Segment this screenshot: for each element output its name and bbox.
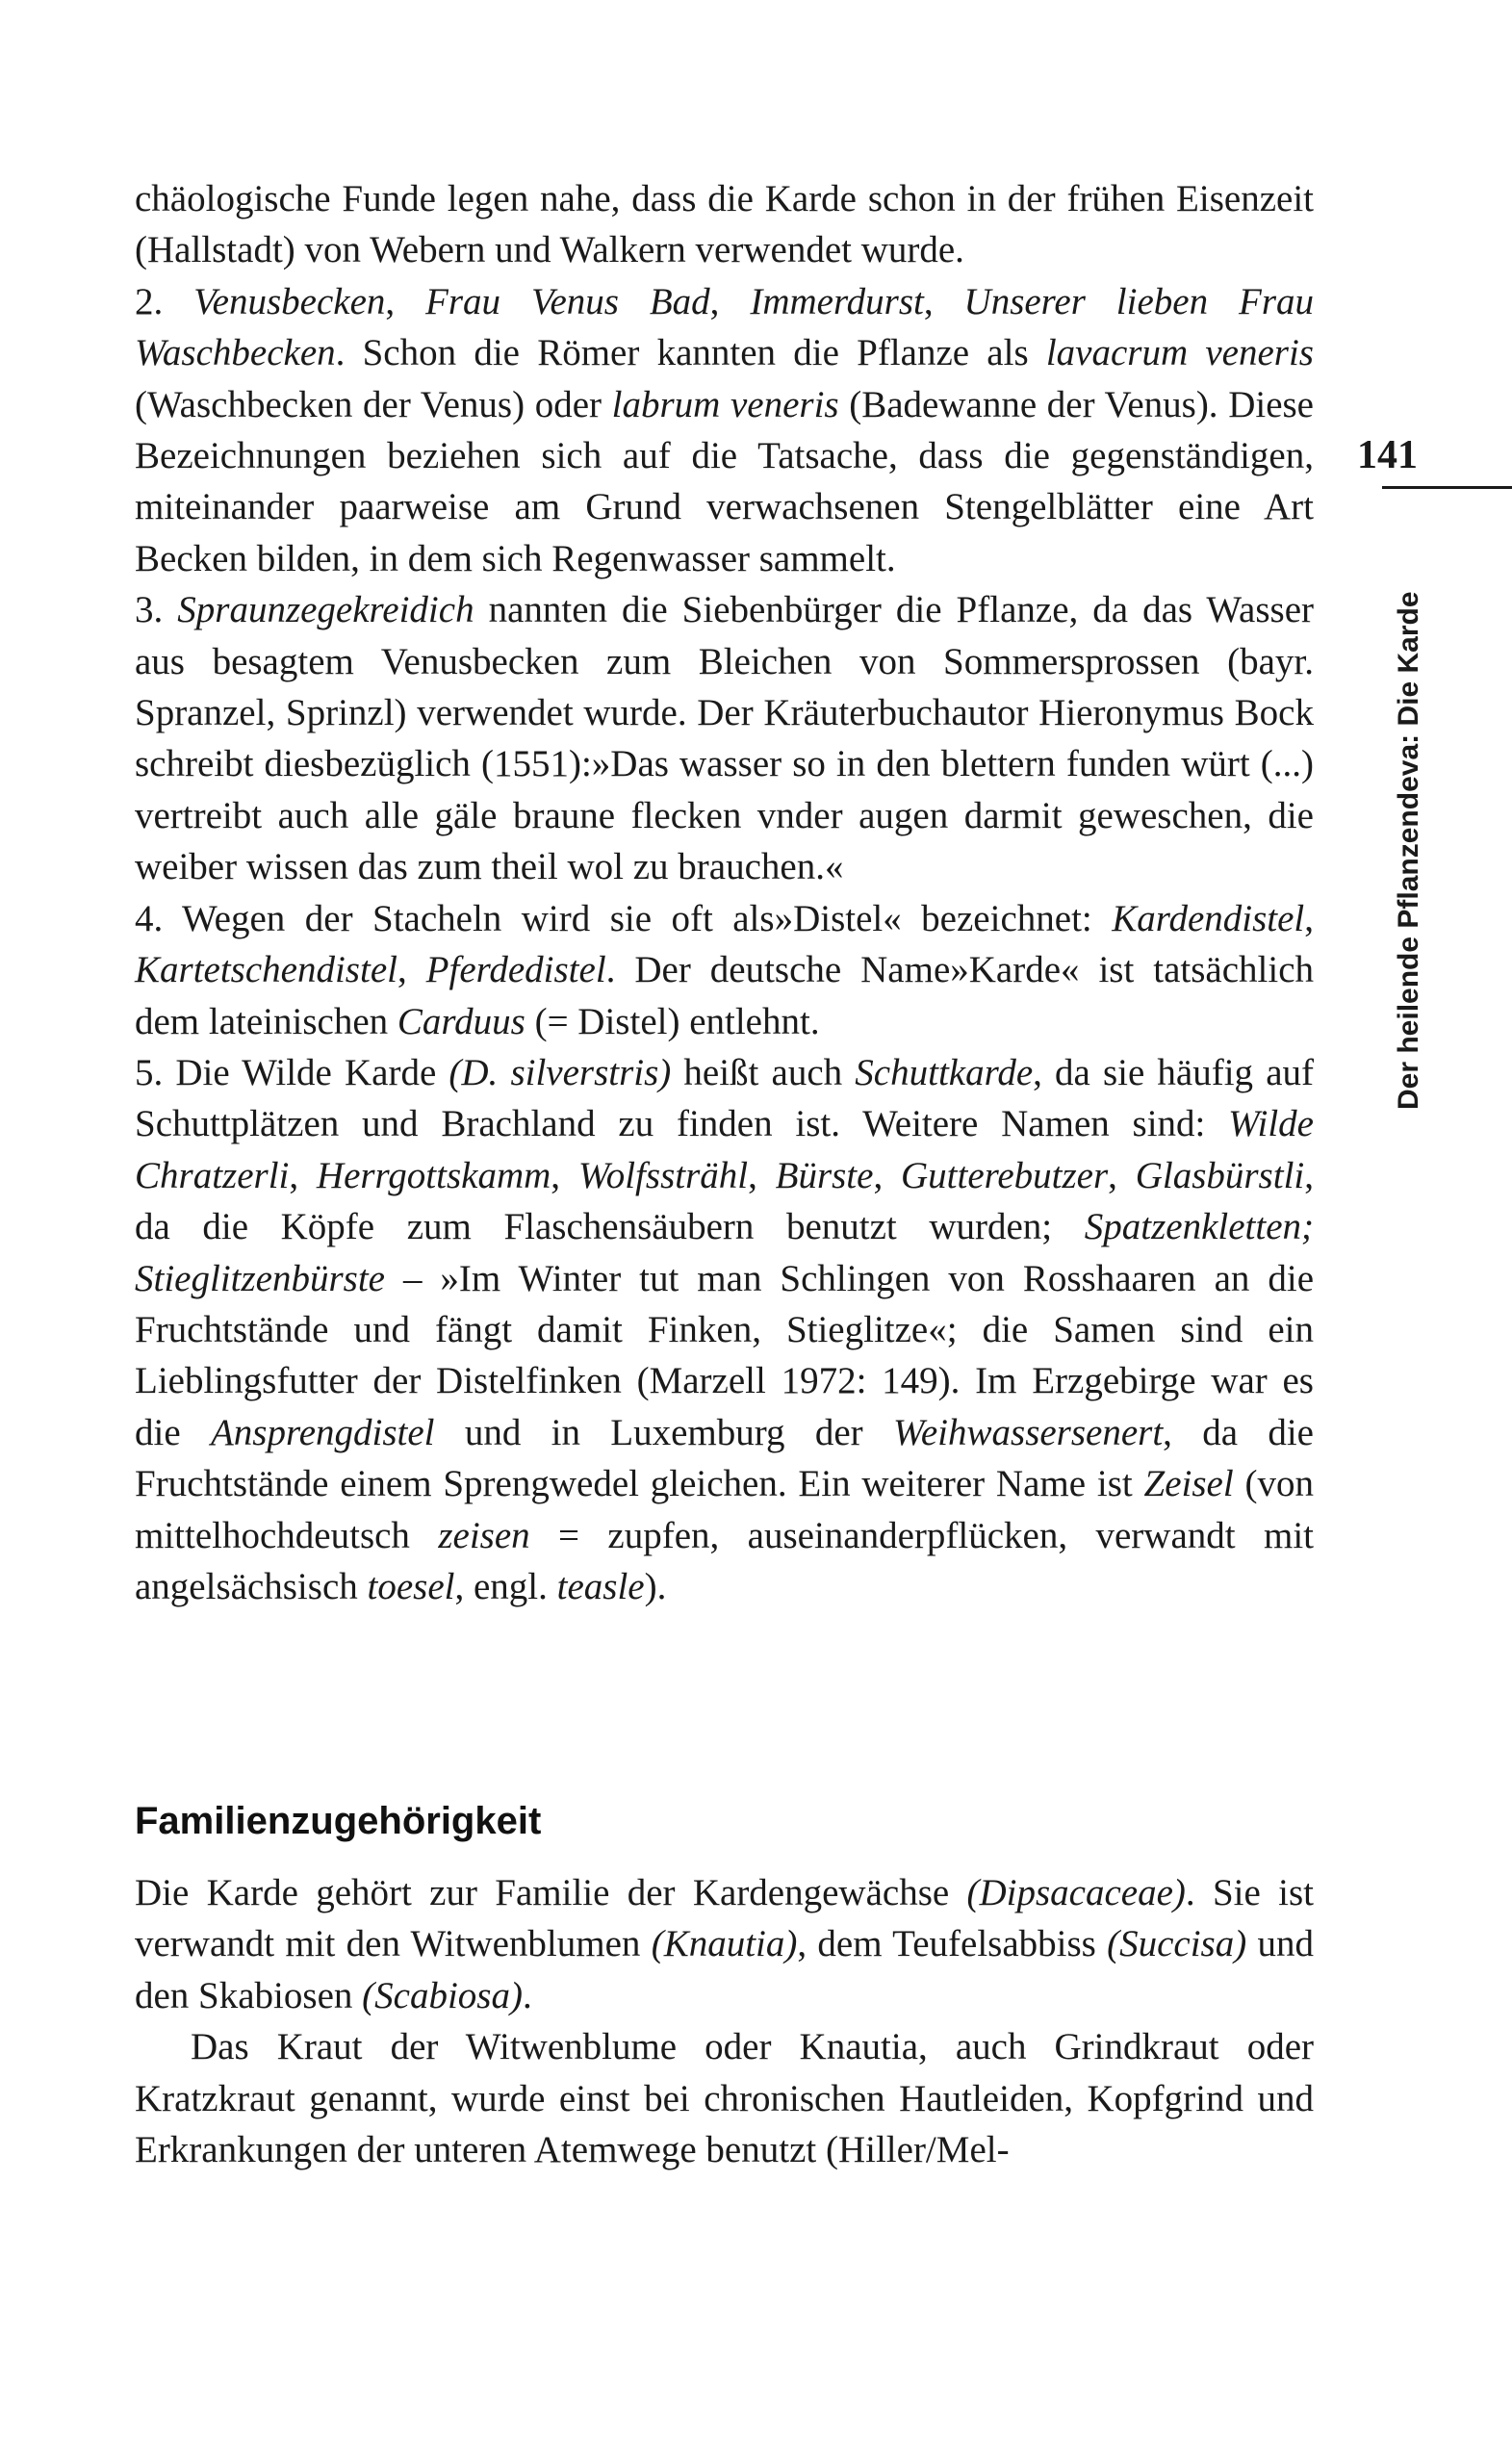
text-run: , — [551, 1154, 578, 1196]
italic-term: Kartetschendistel — [135, 949, 397, 991]
text-run: (von mittelhochdeutsch — [135, 1463, 1314, 1556]
italic-term: Zeisel — [1143, 1463, 1234, 1505]
italic-term: lavacrum veneris — [1045, 332, 1314, 374]
italic-term: Weihwassersenert — [892, 1411, 1164, 1453]
text-run: 5. Die Wilde Karde — [135, 1051, 449, 1093]
italic-term: (Succisa) — [1107, 1923, 1247, 1965]
italic-term: Wolfssträhl — [577, 1154, 749, 1196]
text-run: , — [385, 280, 426, 322]
text-run: . — [522, 1974, 532, 2016]
paragraph — [135, 584, 1314, 892]
section-heading: Familienzugehörigkeit — [135, 1800, 542, 1843]
italic-term: Glasbürstli — [1135, 1154, 1305, 1196]
italic-term: Kardendistel — [1112, 897, 1305, 939]
text-run: , — [289, 1154, 317, 1196]
text-run: . Schon die Römer kannten die Pflanze als — [335, 332, 1046, 374]
text-run: Die Karde gehört zur Familie der Kardengewächse — [135, 1872, 967, 1913]
italic-term: Carduus — [397, 1000, 525, 1042]
italic-term: Spraunzegekreidich — [177, 589, 474, 631]
text-run: nannten die Siebenbürger die Pflanze, da das Wasser aus besagtem Venusbecken zum Bleichen von Sommersprossen (bayr. Spranzel, Sprinzl) verwendet wurde. Der Kräuterbuchautor Hieronymus Bock schreibt diesbezüglich (1551):»Das wasser so in den blettern funden würt (...) vertreibt auch alle gäle braune flecken vnder augen darmit geweschen, die weiber wissen das zum theil wol zu brauchen.« — [135, 589, 1314, 888]
text-run: (Waschbecken der Venus) oder — [135, 383, 612, 425]
italic-term: Pferdedistel — [425, 949, 606, 991]
text-run: – »Im Winter tut man Schlingen von Rosshaaren an die Fruchtstände und fängt damit Finken, Stieglitze«; die Samen sind ein Lieblingsfutter der Distelfinken (Marzell 1972: 149). Im Erzgebirge war es die — [135, 1257, 1314, 1453]
italic-term: Gutterebutzer — [900, 1154, 1109, 1196]
text-run: , dem Teufelsabbiss — [797, 1923, 1108, 1965]
italic-term: Frau Venus Bad — [425, 280, 710, 322]
italic-term: Spatzenkletten; Stieglitzenbürste — [135, 1206, 1314, 1299]
text-run: , — [1108, 1154, 1136, 1196]
italic-term: teasle — [556, 1565, 645, 1607]
italic-term: labrum veneris — [611, 383, 839, 425]
text-run: und den Skabiosen — [135, 1923, 1314, 2016]
italic-term: Wilde Chratzerli — [135, 1103, 1314, 1196]
text-run: = zupfen, auseinanderpflücken, verwandt mit angelsächsisch — [135, 1514, 1314, 1607]
italic-term: zeisen — [438, 1514, 530, 1556]
paragraph — [135, 1047, 1314, 1612]
italic-term: (Scabiosa) — [362, 1974, 523, 2016]
text-run: , da sie häufig auf Schuttplätzen und Brachland zu finden ist. Weitere Namen sind: — [135, 1051, 1314, 1145]
italic-term: (Knautia) — [651, 1923, 798, 1965]
text-run: 4. Wegen der Stacheln wird sie oft als»Distel« bezeichnet: — [135, 897, 1113, 939]
italic-term: Ansprengdistel — [210, 1411, 435, 1453]
italic-term: Herrgottskamm — [316, 1154, 551, 1196]
italic-term: Venusbecken — [193, 280, 386, 322]
text-run: ). — [644, 1565, 667, 1607]
italic-term: Bürste — [775, 1154, 874, 1196]
text-run: , — [873, 1154, 901, 1196]
text-run: , — [709, 280, 751, 322]
body-text — [135, 173, 1314, 1612]
italic-term: (D. silverstris) — [448, 1051, 672, 1093]
text-run: (Badewanne der Venus). Diese Bezeichnungen beziehen sich auf die Tatsache, dass die gegenständigen, miteinander paarweise am Grund verwachsenen Stengelblätter eine Art Becken bilden, in dem sich Regenwasser sammelt. — [135, 383, 1314, 579]
page-number-rule — [1382, 486, 1512, 489]
paragraph — [135, 173, 1314, 276]
text-run: , — [397, 949, 426, 991]
text-run: . Der deutsche Name»Karde« ist tatsächlich dem lateinischen — [135, 949, 1315, 1042]
italic-term: Schuttkarde — [855, 1051, 1034, 1093]
text-run: Das Kraut der Witwenblume oder Knautia, auch Grindkraut oder Kratzkraut genannt, wurde einst bei chronischen Hautleiden, Kopfgrind und Erkrankungen der unteren Atemwege benutzt (Hiller/Mel- — [135, 2026, 1314, 2171]
text-run: (= Distel) entlehnt. — [525, 1000, 820, 1042]
running-head: Der heilende Pflanzendeva: Die Karde — [1393, 591, 1424, 1110]
section-text — [135, 1867, 1314, 2175]
text-run: , — [1304, 897, 1314, 939]
italic-term: Unserer lieben Frau Waschbecken — [135, 280, 1314, 374]
text-run: 2. — [135, 280, 194, 322]
text-run: , da die Fruchtstände einem Sprengwedel gleichen. Ein weiterer Name ist — [135, 1411, 1314, 1505]
italic-term: (Dipsacaceae) — [966, 1872, 1186, 1913]
text-run: , engl. — [454, 1565, 557, 1607]
paragraph — [135, 893, 1314, 1047]
paragraph — [135, 1867, 1314, 2021]
text-run: , da die Köpfe zum Flaschensäubern benutzt wurden; — [135, 1154, 1314, 1248]
text-run: und in Luxemburg der — [434, 1411, 893, 1453]
text-run: 3. — [135, 589, 178, 631]
page-number: 141 — [1357, 433, 1418, 477]
paragraph — [135, 2021, 1314, 2175]
text-run: heißt auch — [671, 1051, 856, 1093]
italic-term: Immerdurst — [750, 280, 924, 322]
italic-term: toesel — [367, 1565, 455, 1607]
text-run: , — [748, 1154, 776, 1196]
text-run: , — [923, 280, 964, 322]
paragraph — [135, 276, 1314, 584]
text-run: . Sie ist verwandt mit den Witwenblumen — [135, 1872, 1314, 1965]
text-run: chäologische Funde legen nahe, dass die Karde schon in der frühen Eisenzeit (Hallstadt) von Webern und Walkern verwendet wurde. — [135, 178, 1314, 271]
